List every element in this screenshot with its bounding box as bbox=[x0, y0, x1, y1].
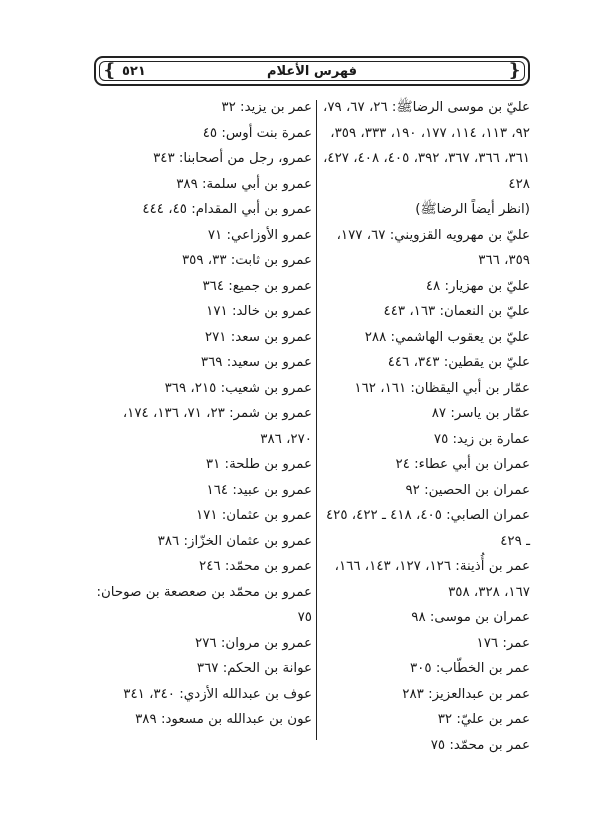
index-entry: عمرو بن طلحة: ٣١ bbox=[205, 457, 312, 472]
index-entry: عمرو بن جميع: ٣٦٤ bbox=[202, 278, 312, 294]
index-entry: عمران الصابي: ٤٠٥، ٤١٨ ـ ٤٢٢، ٤٢٥ ـ ٤٢٩ bbox=[325, 508, 530, 549]
index-entry: عمر بن الخطّاب: ٣٠٥ bbox=[409, 661, 530, 676]
index-entry: عمرو بن عثمان: ١٧١ bbox=[195, 508, 312, 523]
index-entry: عليّ بن النعمان: ١٦٣، ٤٤٣ bbox=[383, 304, 530, 319]
index-entry: عليّ بن مهزيار: ٤٨ bbox=[425, 278, 530, 294]
index-entry: عمرة بنت أوس: ٤٥ bbox=[202, 125, 312, 141]
index-entry: عمر بن يزيد: ٣٢ bbox=[221, 100, 312, 115]
index-entry: عمر: ١٧٦ bbox=[476, 635, 530, 651]
index-entry: عمرو بن عبيد: ١٦٤ bbox=[206, 482, 312, 498]
index-entry: عمارة بن زيد: ٧٥ bbox=[433, 431, 530, 447]
index-entry: عمرو بن سعيد: ٣٦٩ bbox=[200, 355, 312, 370]
index-column-left bbox=[94, 95, 312, 733]
index-entry: عمرو بن أبي سلمة: ٣٨٩ bbox=[176, 176, 312, 192]
index-entry: عمرو بن سعد: ٢٧١ bbox=[204, 329, 312, 345]
index-column-right bbox=[320, 95, 530, 758]
index-entry: عمّار بن أبي اليقظان: ١٦١، ١٦٢ bbox=[354, 380, 530, 396]
index-entry: عمرو بن أبي المقدام: ٤٥، ٤٤٤ bbox=[142, 202, 312, 217]
ornament-right-icon: ❵ bbox=[506, 60, 522, 81]
index-entry: عمّار بن ياسر: ٨٧ bbox=[431, 406, 530, 421]
index-entry: عمرو الأوزاعي: ٧١ bbox=[207, 227, 312, 243]
index-entry: عمرو، رجل من أصحابنا: ٣٤٣ bbox=[153, 151, 312, 166]
index-entry: عمرو بن ثابت: ٣٣، ٣٥٩ bbox=[181, 253, 312, 268]
index-entry: عمر بن أُذينة: ١٢٦، ١٢٧، ١٤٣، ١٦٦، ١٦٧، ٣٢٨، ٣٥٨ bbox=[334, 559, 530, 600]
ornament-left-icon: ❴ bbox=[102, 60, 118, 81]
index-entry: عمرو بن مروان: ٢٧٦ bbox=[195, 635, 312, 651]
index-entry: عمرو بن محمّد: ٢٤٦ bbox=[199, 559, 312, 574]
index-entry: عليّ بن يقطين: ٣٤٣، ٤٤٦ bbox=[387, 355, 530, 370]
index-entry: (انظر أيضاً الرضاﷺ) bbox=[415, 202, 530, 217]
index-entry: عمر بن عليّ: ٣٢ bbox=[437, 712, 530, 727]
index-entry: عمران بن موسى: ٩٨ bbox=[411, 610, 530, 625]
index-entry: عمرو بن خالد: ١٧١ bbox=[206, 304, 312, 319]
index-entry: عمر بن عبدالعزيز: ٢٨٣ bbox=[402, 686, 530, 702]
index-entry: عوف بن عبدالله الأزدي: ٣٤٠، ٣٤١ bbox=[123, 686, 312, 702]
index-entry: عون بن عبدالله بن مسعود: ٣٨٩ bbox=[135, 712, 312, 727]
page-number: ٥٢١ bbox=[122, 64, 146, 79]
page-header bbox=[94, 56, 530, 86]
index-entry: عليّ بن مهرويه القزويني: ٦٧، ١٧٧، ٣٥٩، ٣٦٦ bbox=[336, 227, 530, 268]
index-entry: عمران بن الحصين: ٩٢ bbox=[405, 482, 530, 498]
index-entry: عوانة بن الحكم: ٣٦٧ bbox=[196, 661, 312, 676]
index-entry: عمران بن أبي عطاء: ٢٤ bbox=[395, 457, 530, 472]
index-entry: عمر بن محمّد: ٧٥ bbox=[430, 737, 530, 753]
index-entry: عمرو بن شمر: ٢٣، ٧١، ١٣٦، ١٧٤، ٢٧٠، ٣٨٦ bbox=[122, 406, 312, 447]
index-entry: عمرو بن محمّد بن صعصعة بن صوحان: ٧٥ bbox=[96, 584, 312, 625]
page-title: فهرس الأعلام bbox=[266, 64, 358, 79]
column-divider bbox=[316, 100, 317, 740]
index-entry: عمرو بن شعيب: ٢١٥، ٣٦٩ bbox=[164, 380, 312, 396]
index-entry: عمرو بن عثمان الخزّاز: ٣٨٦ bbox=[157, 533, 312, 549]
index-entry: عليّ بن يعقوب الهاشمي: ٢٨٨ bbox=[364, 329, 530, 345]
index-entry: عليّ بن موسى الرضاﷺ: ٢٦، ٦٧، ٧٩، ٩٢، ١١٣، ١١٤، ١٧٧، ١٩٠، ٣٣٣، ٣٥٩، ٣٦١، ٣٦٦، ٣٦٧، ٣٩٢، ٤٠٥، ٤٠٨، ٤٢٧، ٤٢٨ bbox=[322, 100, 530, 192]
